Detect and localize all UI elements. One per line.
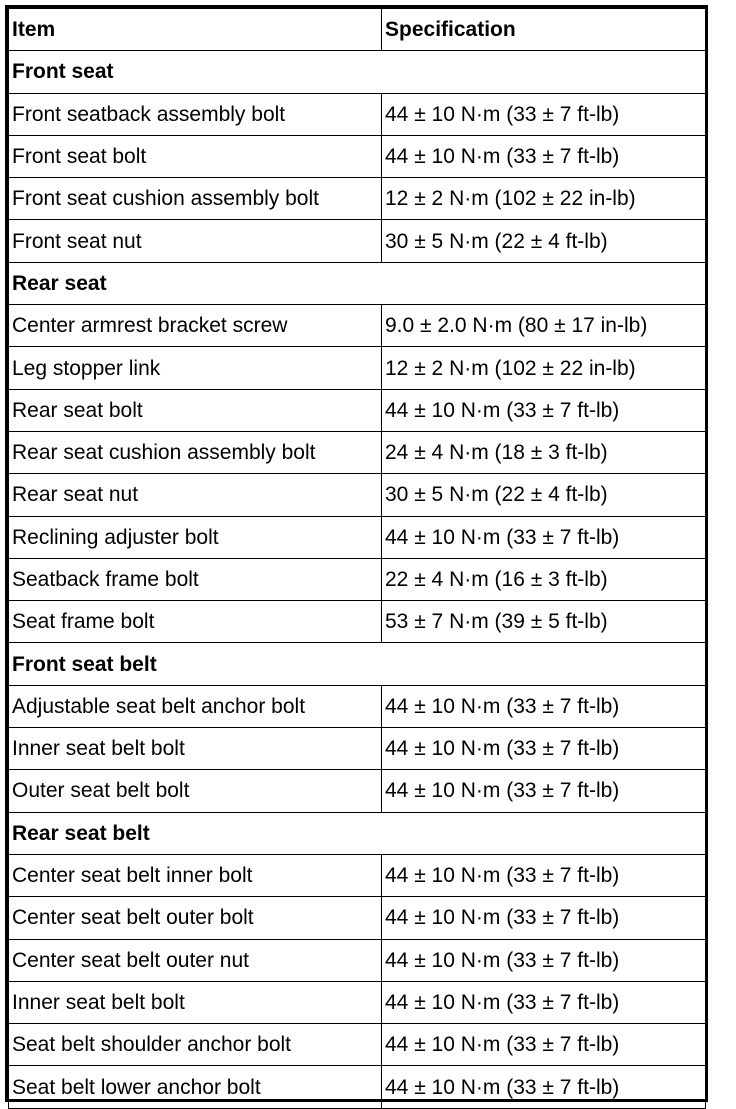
item-cell: Adjustable seat belt anchor bolt bbox=[9, 685, 382, 727]
table-row bbox=[9, 854, 706, 896]
table-row bbox=[9, 1024, 706, 1066]
table-row bbox=[9, 135, 706, 177]
item-cell: Reclining adjuster bolt bbox=[9, 516, 382, 558]
spec-cell: 44 ± 10 N·m (33 ± 7 ft-lb) bbox=[382, 135, 706, 177]
table-row bbox=[9, 389, 706, 431]
spec-cell: 22 ± 4 N·m (16 ± 3 ft-lb) bbox=[382, 558, 706, 600]
spec-cell: 44 ± 10 N·m (33 ± 7 ft-lb) bbox=[382, 981, 706, 1023]
item-cell: Outer seat belt bolt bbox=[9, 770, 382, 812]
table-row bbox=[9, 178, 706, 220]
table-row bbox=[9, 685, 706, 727]
spec-cell: 44 ± 10 N·m (33 ± 7 ft-lb) bbox=[382, 685, 706, 727]
spec-cell: 9.0 ± 2.0 N·m (80 ± 17 in-lb) bbox=[382, 305, 706, 347]
header-specification: Specification bbox=[382, 9, 706, 51]
table-row bbox=[9, 220, 706, 262]
item-cell: Leg stopper link bbox=[9, 347, 382, 389]
spec-cell: 44 ± 10 N·m (33 ± 7 ft-lb) bbox=[382, 728, 706, 770]
table-row bbox=[9, 728, 706, 770]
item-cell: Rear seat bolt bbox=[9, 389, 382, 431]
item-cell: Front seat cushion assembly bolt bbox=[9, 178, 382, 220]
table-header-row bbox=[9, 9, 706, 51]
spec-cell: 44 ± 10 N·m (33 ± 7 ft-lb) bbox=[382, 939, 706, 981]
section-row bbox=[9, 262, 706, 304]
section-title: Rear seat belt bbox=[9, 812, 706, 854]
spec-cell: 44 ± 10 N·m (33 ± 7 ft-lb) bbox=[382, 1066, 706, 1108]
section-title: Front seat belt bbox=[9, 643, 706, 685]
table-body bbox=[9, 51, 706, 1108]
torque-spec-table bbox=[8, 8, 706, 1109]
item-cell: Front seat nut bbox=[9, 220, 382, 262]
table-row bbox=[9, 601, 706, 643]
spec-cell: 44 ± 10 N·m (33 ± 7 ft-lb) bbox=[382, 1024, 706, 1066]
spec-cell: 30 ± 5 N·m (22 ± 4 ft-lb) bbox=[382, 220, 706, 262]
table-row bbox=[9, 558, 706, 600]
item-cell: Rear seat nut bbox=[9, 474, 382, 516]
table-row bbox=[9, 516, 706, 558]
item-cell: Center seat belt outer bolt bbox=[9, 897, 382, 939]
table-row bbox=[9, 93, 706, 135]
spec-cell: 44 ± 10 N·m (33 ± 7 ft-lb) bbox=[382, 854, 706, 896]
spec-cell: 44 ± 10 N·m (33 ± 7 ft-lb) bbox=[382, 897, 706, 939]
table-row bbox=[9, 347, 706, 389]
spec-cell: 12 ± 2 N·m (102 ± 22 in-lb) bbox=[382, 347, 706, 389]
item-cell: Center armrest bracket screw bbox=[9, 305, 382, 347]
spec-cell: 44 ± 10 N·m (33 ± 7 ft-lb) bbox=[382, 93, 706, 135]
item-cell: Rear seat cushion assembly bolt bbox=[9, 431, 382, 473]
spec-cell: 44 ± 10 N·m (33 ± 7 ft-lb) bbox=[382, 516, 706, 558]
spec-cell: 53 ± 7 N·m (39 ± 5 ft-lb) bbox=[382, 601, 706, 643]
item-cell: Inner seat belt bolt bbox=[9, 728, 382, 770]
table-row bbox=[9, 770, 706, 812]
table-row bbox=[9, 981, 706, 1023]
spec-cell: 44 ± 10 N·m (33 ± 7 ft-lb) bbox=[382, 770, 706, 812]
table-row bbox=[9, 939, 706, 981]
section-row bbox=[9, 51, 706, 93]
section-row bbox=[9, 812, 706, 854]
item-cell: Center seat belt outer nut bbox=[9, 939, 382, 981]
item-cell: Seatback frame bolt bbox=[9, 558, 382, 600]
header-item: Item bbox=[9, 9, 382, 51]
section-row bbox=[9, 643, 706, 685]
section-title: Front seat bbox=[9, 51, 706, 93]
item-cell: Center seat belt inner bolt bbox=[9, 854, 382, 896]
item-cell: Seat belt shoulder anchor bolt bbox=[9, 1024, 382, 1066]
table-row bbox=[9, 897, 706, 939]
item-cell: Seat frame bolt bbox=[9, 601, 382, 643]
table-row bbox=[9, 474, 706, 516]
torque-spec-table-frame bbox=[5, 5, 708, 1102]
table-row bbox=[9, 431, 706, 473]
item-cell: Front seat bolt bbox=[9, 135, 382, 177]
spec-cell: 24 ± 4 N·m (18 ± 3 ft-lb) bbox=[382, 431, 706, 473]
spec-cell: 44 ± 10 N·m (33 ± 7 ft-lb) bbox=[382, 389, 706, 431]
table-row bbox=[9, 1066, 706, 1108]
spec-cell: 12 ± 2 N·m (102 ± 22 in-lb) bbox=[382, 178, 706, 220]
item-cell: Inner seat belt bolt bbox=[9, 981, 382, 1023]
item-cell: Front seatback assembly bolt bbox=[9, 93, 382, 135]
spec-cell: 30 ± 5 N·m (22 ± 4 ft-lb) bbox=[382, 474, 706, 516]
table-row bbox=[9, 305, 706, 347]
item-cell: Seat belt lower anchor bolt bbox=[9, 1066, 382, 1108]
section-title: Rear seat bbox=[9, 262, 706, 304]
